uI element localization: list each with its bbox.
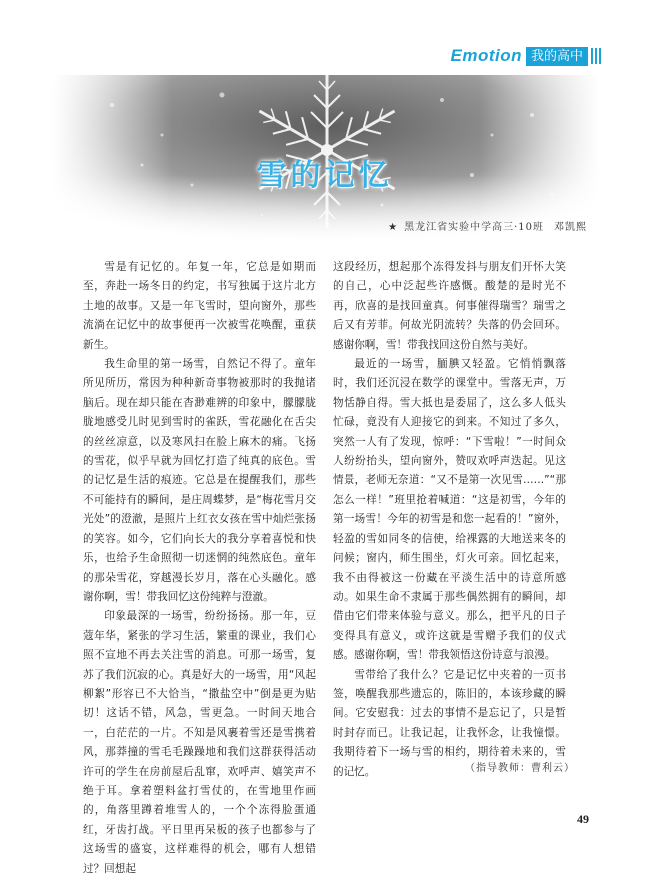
section-header bbox=[450, 46, 601, 66]
paragraph: 印象最深的一场雪，纷纷扬扬。那一年，豆蔻年华，紧张的学习生活，繁重的课业，我们心照不宣地不再去关注雪的消息。可那一场雪，复苏了我们沉寂的心。真是好大的一场雪，用“风起柳絮”形容已不大恰当，“撒盐空中”倒是更为贴切！这话不错，风急，雪更急。一时间天地合一，白茫茫的一片。不知是风裹着雪还是雪携着风，那莽撞的雪毛毛躁躁地和我们这群获得活动许可的学生在房前屋后乱窜，欢呼声、嬉笑声不绝于耳。拿着塑料盆打雪仗的，在雪地里作画的，角落里蹲着堆雪人的，一个个冻得脸蛋通红，牙齿打战。平日里再呆板的孩子也都参与了这场雪的盛宴，这样难得的机会，哪有人想错过？回想起 bbox=[83, 610, 316, 875]
paragraph: 雪是有记忆的。年复一年，它总是如期而至，奔赴一场冬日的约定，书写独属于这片北方土地的故事。又是一年飞雪时，望向窗外，那些流淌在记忆中的故事便再一次被雪花唤醒，重获新生。 bbox=[83, 261, 316, 351]
paragraph: 这段经历，想起那个冻得发抖与朋友们开怀大笑的自己，心中泛起些许感慨。酸楚的是时光不再，欣喜的是找回童真。何事催得瑞雪？瑞雪之后又有芳菲。何故光阴流转？失落的仍会回环。感谢你啊，雪！带我找回这份自然与美好。 bbox=[333, 261, 566, 351]
byline-author: 邓凯熙 bbox=[554, 222, 587, 233]
byline-school: 黑龙江省实验中学高三·10班 bbox=[404, 222, 544, 233]
paragraph: 雪带给了我什么？它是记忆中夹着的一页书签，唤醒我那些遗忘的，陈旧的，本该珍藏的瞬间。它安慰我：过去的事情不是忘记了，只是暂时封存而已。让我记起，让我怀念，让我憧憬。我期待着下一场与雪的相约，期待着未来的，雪的记忆。 bbox=[333, 668, 566, 778]
section-label-cn: 我的高中 bbox=[526, 47, 588, 66]
paragraph: 我生命里的第一场雪，自然记不得了。童年所见所历，常因为种种新奇事物被那时的我抛诸脑后。现在却只能在杳渺难辨的印象中，朦朦胧胧地感受儿时见到雪时的雀跃，雪花融化在舌尖的丝丝凉意，以及寒风扫在脸上麻木的痛。飞扬的雪花，似乎早就为回忆打造了纯真的底色。雪的记忆是生活的痕迹。它总是在提醒我们，那些不可能持有的瞬间，是庄周蝶梦，是“梅花雪月交光处”的澄澈，是照片上红衣女孩在雪中灿烂张扬的笑容。如今，它们向长大的我分享着喜悦和快乐，也给予生命照彻一切迷惘的纯然底色。童年的那朵雪花，穿越漫长岁月，落在心头融化。感谢你啊，雪！带我回忆这份纯粹与澄澈。 bbox=[83, 358, 316, 603]
star-icon: ★ bbox=[388, 222, 399, 233]
decorative-bars bbox=[591, 48, 601, 64]
page-number: 49 bbox=[577, 812, 589, 826]
paragraph: 最近的一场雪，腼腆又轻盈。它悄悄飘落时，我们还沉浸在数学的课堂中。雪落无声，万物恬静自得。雪大抵也是委屈了，这么多人低头忙碌，竟没有人迎接它的到来。不知过了多久，突然一人有了发现，惊呼：“下雪啦！”一时间众人纷纷抬头，望向窗外，赞叹欢呼声迭起。见这情景，老师无奈道：“又不是第一次见雪……”“那怎么一样！”班里抢着喊道：“这是初雪，今年的第一场雪！今年的初雪是和您一起看的！”窗外，轻盈的雪如同冬的信使，给裸露的大地送来冬的问候；窗内，师生围坐，灯火可亲。回忆起来，我不由得被这一份藏在平淡生活中的诗意所感动。如果生命不隶属于那些偶然拥有的瞬间，却借由它们带来体验与意义。那么，把平凡的日子变得具有意义，或许这就是雪赠予我们的仪式感。感谢你啊，雪！带我领悟这份诗意与浪漫。 bbox=[333, 358, 566, 662]
article-column-right bbox=[333, 258, 566, 782]
article-title: 雪的记忆 bbox=[256, 158, 393, 193]
article-column-left bbox=[83, 258, 316, 879]
advisor-note: （指导教师：曹利云） bbox=[465, 763, 575, 774]
section-label-en: Emotion bbox=[450, 46, 522, 65]
byline bbox=[388, 218, 587, 233]
